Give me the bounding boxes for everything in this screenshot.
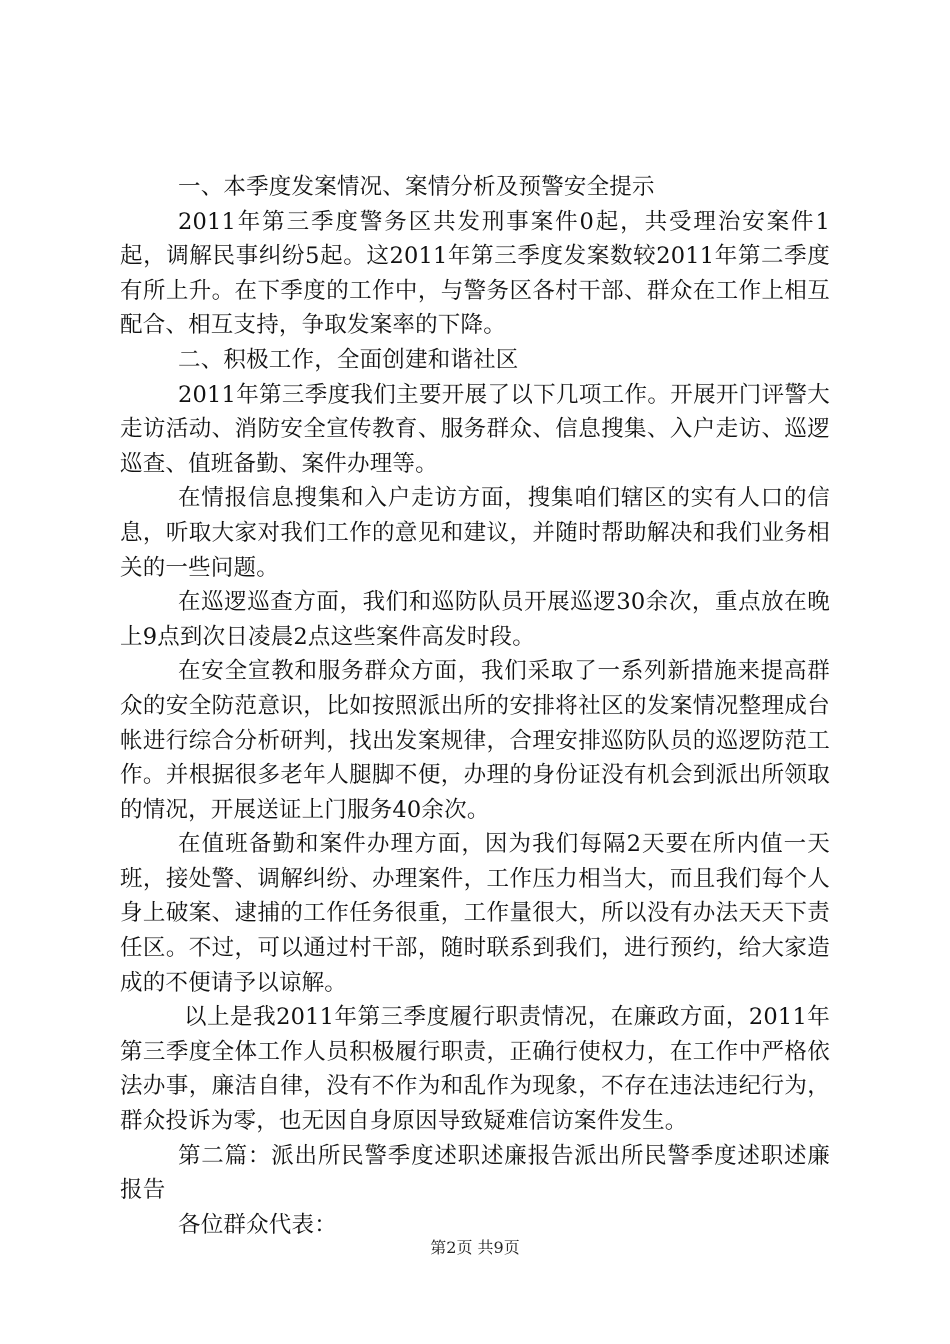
document-body: [120, 170, 830, 1242]
section-heading-1: 一、本季度发案情况、案情分析及预警安全提示: [178, 174, 655, 200]
page-number-footer: 第2页 共9页: [430, 1238, 520, 1257]
paragraph-safety-education: 在安全宣教和服务群众方面，我们采取了一系列新措施来提高群众的安全防范意识，比如按照派出所的安排将社区的发案情况整理成台帐进行综合分析研判，找出发案规律，合理安排巡防队员的巡逻防范工作。并根据很多老年人腿脚不便，办理的身份证没有机会到派出所领取的情况，开展送证上门服务40余次。: [120, 658, 830, 823]
paragraph-second-article-title: 第二篇：派出所民警季度述职述廉报告派出所民警季度述职述廉报告: [120, 1142, 830, 1204]
paragraph-duty-cases: 在值班备勤和案件办理方面，因为我们每隔2天要在所内值一天班，接处警、调解纠纷、办理案件，工作压力相当大，而且我们每个人身上破案、逮捕的工作任务很重，工作量很大，所以没有办法天天下责任区。不过，可以通过村干部，随时联系到我们，进行预约，给大家造成的不便请予以谅解。: [120, 831, 830, 996]
paragraph-salutation: 各位群众代表：: [178, 1211, 337, 1238]
section-heading-2: 二、积极工作，全面创建和谐社区: [178, 346, 519, 373]
paragraph-case-summary: 2011年第三季度警务区共发刑事案件0起，共受理治安案件1起，调解民事纠纷5起。这2011年第三季度发案数较2011年第二季度有所上升。在下季度的工作中，与警务区各村干部、群众在工作上相互配合、相互支持，争取发案率的下降。: [120, 208, 830, 339]
paragraph-intelligence: 在情报信息搜集和入户走访方面，搜集咱们辖区的实有人口的信息，听取大家对我们工作的意见和建议，并随时帮助解决和我们业务相关的一些问题。: [120, 485, 830, 581]
paragraph-integrity: 以上是我2011年第三季度履行职责情况，在廉政方面，2011年第三季度全体工作人员积极履行职责，正确行使权力，在工作中严格依法办事，廉洁自律，没有不作为和乱作为现象，不存在违法违纪行为，群众投诉为零，也无因自身原因导致疑难信访案件发生。: [120, 1004, 830, 1135]
paragraph-patrol: 在巡逻巡查方面，我们和巡防队员开展巡逻30余次，重点放在晚上9点到次日凌晨2点这些案件高发时段。: [120, 589, 830, 650]
paragraph-work-overview: 2011年第三季度我们主要开展了以下几项工作。开展开门评警大走访活动、消防安全宣传教育、服务群众、信息搜集、入户走访、巡逻巡查、值班备勤、案件办理等。: [120, 381, 830, 477]
